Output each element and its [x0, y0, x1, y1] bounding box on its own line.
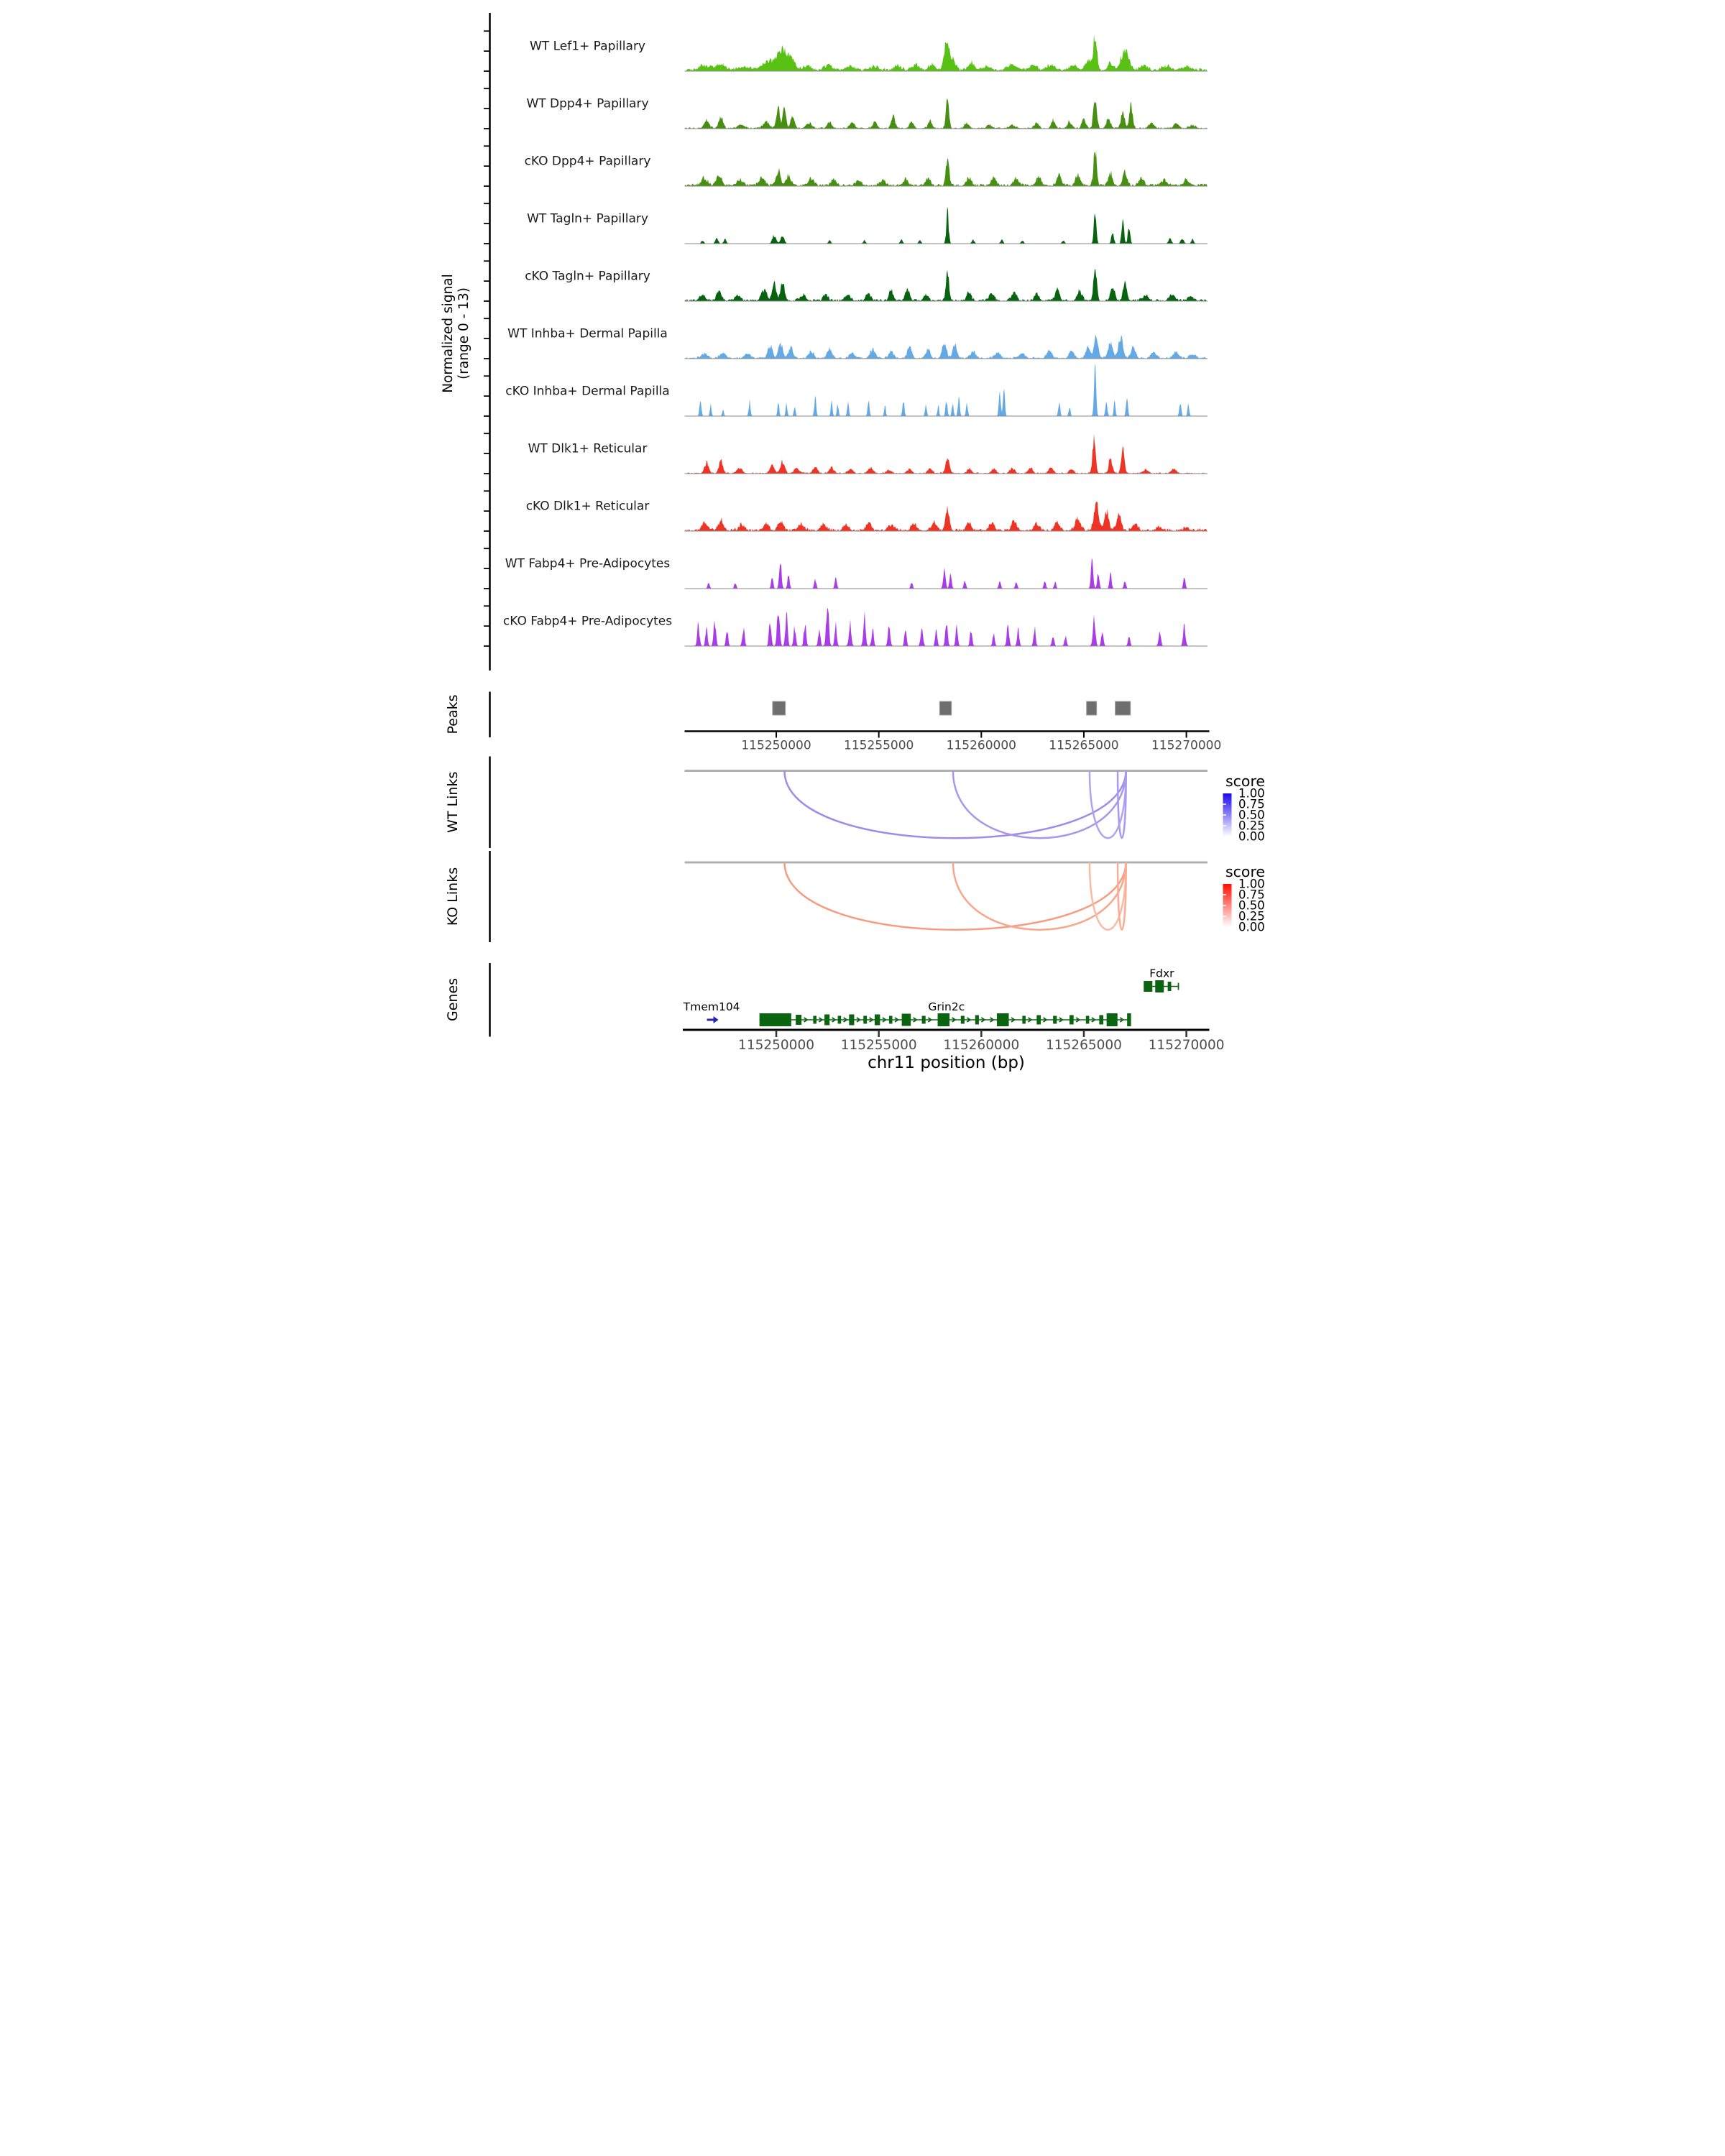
bottom-x-axis	[683, 1030, 1225, 1072]
y-axis-label-line2: (range 0 - 13)	[456, 287, 472, 379]
upper-x-tick-label: 115255000	[844, 738, 914, 753]
track-label: WT Lef1+ Papillary	[529, 39, 646, 54]
upper-x-tick-label: 115250000	[741, 738, 811, 753]
peak-rect	[1116, 701, 1131, 715]
gene-exon	[875, 1015, 880, 1026]
peak-rect	[939, 701, 951, 715]
signal-y-axis-title	[441, 274, 472, 393]
y-axis-label-line1: Normalized signal	[441, 274, 456, 393]
gene-exon	[796, 1015, 801, 1025]
track-area	[685, 34, 1208, 71]
ko-links-label: KO Links	[445, 867, 461, 926]
signal-y-axis	[484, 13, 490, 671]
wt-links-arc	[1090, 771, 1126, 839]
track-label: WT Inhba+ Dermal Papilla	[507, 326, 668, 341]
score-legend-tick-label: 0.50	[1238, 808, 1265, 822]
ko-links-arc	[953, 862, 1126, 930]
gene-exon	[1168, 982, 1172, 991]
gene-arrow-head-icon	[714, 1016, 719, 1023]
signal-track	[527, 206, 1208, 244]
track-label: cKO Dpp4+ Papillary	[524, 154, 651, 169]
track-label: WT Dlk1+ Reticular	[528, 441, 648, 456]
gene-exon	[824, 1015, 829, 1026]
gene-exon	[938, 1013, 950, 1026]
peaks-section-label: Peaks	[445, 694, 461, 734]
track-label: cKO Tagln+ Papillary	[525, 269, 650, 284]
genes-section-label: Genes	[445, 977, 461, 1022]
gene-exon	[975, 1015, 979, 1025]
gene-exon	[1144, 981, 1152, 992]
wt-links-label: WT Links	[445, 771, 461, 833]
gene-model	[1144, 967, 1179, 993]
gene-exon	[889, 1016, 893, 1024]
signal-track	[528, 434, 1208, 474]
signal-track	[503, 608, 1208, 646]
track-label: WT Tagln+ Papillary	[527, 211, 648, 226]
track-label: WT Dpp4+ Papillary	[526, 96, 649, 111]
upper-x-tick-label: 115260000	[946, 738, 1016, 753]
signal-track	[505, 364, 1208, 416]
score-legend-tick-label: 0.75	[1238, 797, 1265, 811]
track-area	[685, 364, 1208, 416]
signal-track	[505, 557, 1208, 589]
upper-x-tick-label: 115270000	[1151, 738, 1222, 753]
gene-exon	[997, 1013, 1009, 1026]
signal-track	[525, 269, 1208, 301]
score-legend-ko	[1223, 863, 1266, 934]
genes-section	[445, 963, 490, 1037]
gene-exon	[922, 1016, 926, 1024]
gene-exon	[1070, 1015, 1074, 1025]
ko-links-arc	[784, 862, 1126, 930]
gene-exon	[902, 1014, 911, 1026]
score-legend-wt	[1223, 773, 1266, 844]
gene-exon	[1086, 1016, 1090, 1024]
figure-svg	[431, 0, 1294, 1078]
x-axis-title: chr11 position (bp)	[868, 1054, 1025, 1072]
gene-exon	[1099, 1015, 1103, 1025]
signal-track	[525, 150, 1208, 186]
score-legend-title: score	[1225, 773, 1266, 790]
track-area	[685, 558, 1208, 589]
gene-model	[683, 1000, 740, 1023]
gene-exon	[1155, 980, 1164, 992]
gene-model	[760, 1000, 1131, 1026]
bottom-x-tick-label: 115260000	[943, 1038, 1020, 1053]
signal-tracks	[503, 34, 1208, 646]
track-area	[685, 434, 1208, 474]
peak-rect	[1087, 701, 1097, 715]
track-area	[685, 150, 1208, 186]
upper-x-axis	[685, 732, 1222, 753]
track-area	[685, 335, 1208, 359]
signal-track	[526, 499, 1208, 532]
gene-label: Grin2c	[928, 1000, 965, 1013]
gene-exon	[1022, 1016, 1026, 1024]
track-area	[685, 98, 1208, 129]
score-legend-tick-label: 0.25	[1238, 909, 1265, 923]
gene-exon	[1178, 983, 1179, 990]
track-label: cKO Dlk1+ Reticular	[525, 499, 650, 514]
gene-exon	[813, 1016, 816, 1024]
signal-track	[530, 34, 1208, 71]
track-area	[685, 502, 1208, 531]
score-legend-tick-label: 1.00	[1238, 786, 1265, 801]
track-area	[685, 206, 1208, 244]
gene-exon	[961, 1016, 965, 1024]
track-label: cKO Fabp4+ Pre-Adipocytes	[502, 614, 673, 629]
peak-rect	[773, 701, 786, 715]
gene-label: Tmem104	[683, 1000, 740, 1013]
score-legend-tick-label: 0.75	[1238, 888, 1265, 902]
score-legend-tick-label: 0.50	[1238, 898, 1265, 913]
track-label: cKO Inhba+ Dermal Papilla	[505, 384, 670, 399]
bottom-x-tick-label: 115270000	[1148, 1038, 1225, 1053]
ko-links	[445, 851, 1208, 942]
score-legend-tick-label: 0.00	[1238, 920, 1265, 934]
signal-track	[507, 327, 1208, 359]
bottom-x-tick-label: 115250000	[738, 1038, 814, 1053]
score-legend-tick-label: 1.00	[1238, 877, 1265, 891]
score-legend-title: score	[1225, 863, 1266, 880]
track-label: WT Fabp4+ Pre-Adipocytes	[505, 556, 671, 571]
gene-exon	[838, 1016, 842, 1024]
wt-links-arc	[953, 771, 1126, 839]
gene-exon	[1107, 1013, 1118, 1026]
track-area	[685, 608, 1208, 646]
score-legend-tick-label: 0.25	[1238, 819, 1265, 833]
track-area	[685, 269, 1208, 301]
gene-exon	[1036, 1015, 1041, 1025]
signal-track	[526, 97, 1208, 129]
wt-links	[445, 757, 1208, 849]
gene-exon	[863, 1016, 867, 1024]
ko-links-arc	[1090, 862, 1126, 930]
bottom-x-tick-label: 115265000	[1045, 1038, 1122, 1053]
upper-x-tick-label: 115265000	[1049, 738, 1119, 753]
gene-exon	[1053, 1016, 1057, 1024]
wt-links-arc	[784, 771, 1126, 839]
gene-exon	[1127, 1013, 1131, 1026]
coverage-plot-figure	[431, 0, 1294, 1078]
score-legend-tick-label: 0.00	[1238, 829, 1265, 844]
gene-exon	[849, 1015, 854, 1026]
gene-label: Fdxr	[1149, 967, 1174, 980]
bottom-x-tick-label: 115255000	[840, 1038, 917, 1053]
gene-exon	[760, 1013, 791, 1026]
